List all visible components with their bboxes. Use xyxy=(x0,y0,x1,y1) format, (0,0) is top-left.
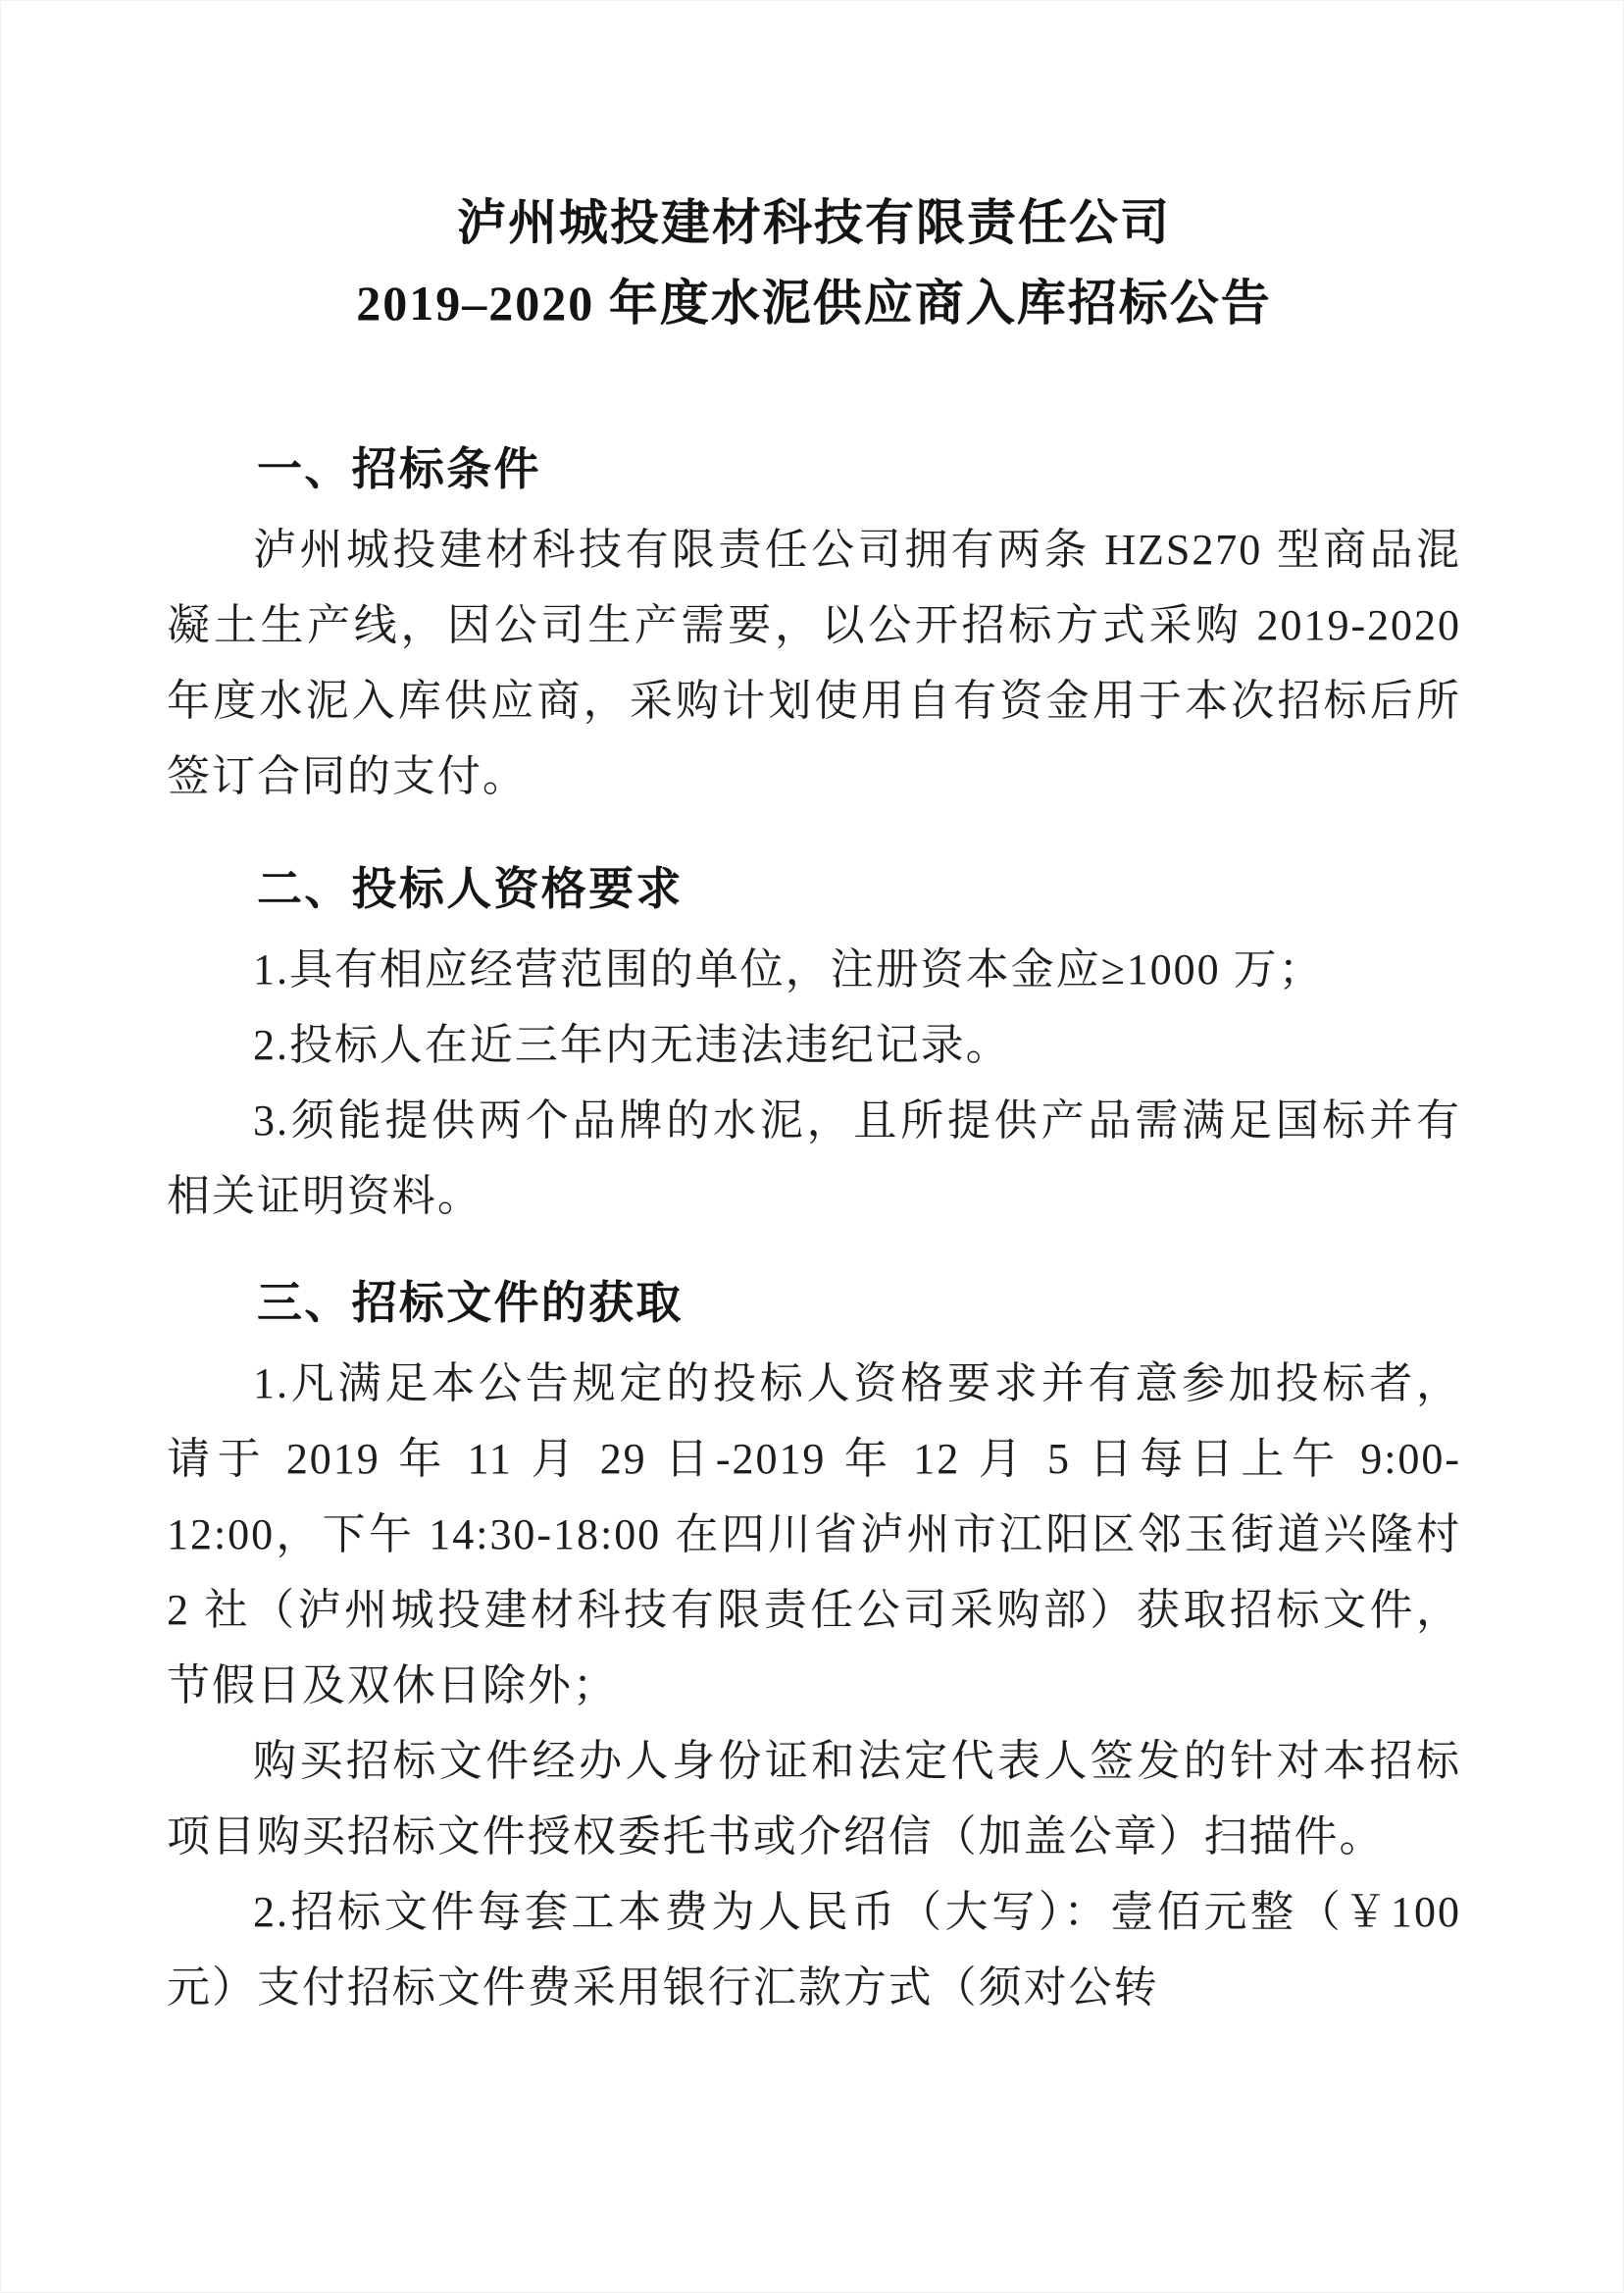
document-title-line2: 2019–2020 年度水泥供应商入库招标公告 xyxy=(356,276,1272,331)
section-tender-conditions xyxy=(167,426,1461,814)
paragraph-qualification-item-3: 3.须能提供两个品牌的水泥，且所提供产品需满足国标并有相关证明资料。 xyxy=(167,1096,1461,1220)
section-bidder-qualifications xyxy=(167,845,1461,1234)
spacer xyxy=(167,814,1461,820)
section-heading-obtaining-documents: 三、招标文件的获取 xyxy=(257,1277,684,1328)
paragraph-qualification-item-2: 2.投标人在近三年内无违法违纪记录。 xyxy=(253,1021,1011,1069)
section-heading-tender-conditions: 一、招标条件 xyxy=(257,443,541,494)
document-title-line1: 泸州城投建材科技有限责任公司 xyxy=(457,195,1171,250)
section-obtaining-documents xyxy=(167,1259,1461,2025)
paragraph-obtaining-item-1: 1.凡满足本公告规定的投标人资格要求并有意参加投标者，请于 2019 年 11 月 29 日-2019 年 12 月 5 日每日上午 9:00-12:00，下午 14:30-18:00 在四川省泸州市江阳区邻玉街道兴隆村 2 社（泸州城投建材科技有限责任公司采购部）获取招标文件，节假日及双休日除外； xyxy=(167,1359,1461,1709)
paragraph-obtaining-authorization: 购买招标文件经办人身份证和法定代表人签发的针对本招标项目购买招标文件授权委托书或介绍信（加盖公章）扫描件。 xyxy=(167,1737,1461,1860)
section-heading-bidder-qualifications: 二、投标人资格要求 xyxy=(257,863,684,914)
paragraph-tender-conditions-1: 泸州城投建材科技有限责任公司拥有两条 HZS270 型商品混凝土生产线，因公司生产需要，以公开招标方式采购 2019-2020 年度水泥入库供应商，采购计划使用自有资金用于本次招标后所签订合同的支付。 xyxy=(167,526,1461,800)
paragraph-qualification-item-1: 1.具有相应经营范围的单位，注册资本金应≥1000 万； xyxy=(253,945,1324,994)
paragraph-obtaining-item-2: 2.招标文件每套工本费为人民币（大写）：壹佰元整（￥100 元）支付招标文件费采用银行汇款方式（须对公转 xyxy=(167,1888,1461,2012)
document-title-block xyxy=(167,182,1461,343)
